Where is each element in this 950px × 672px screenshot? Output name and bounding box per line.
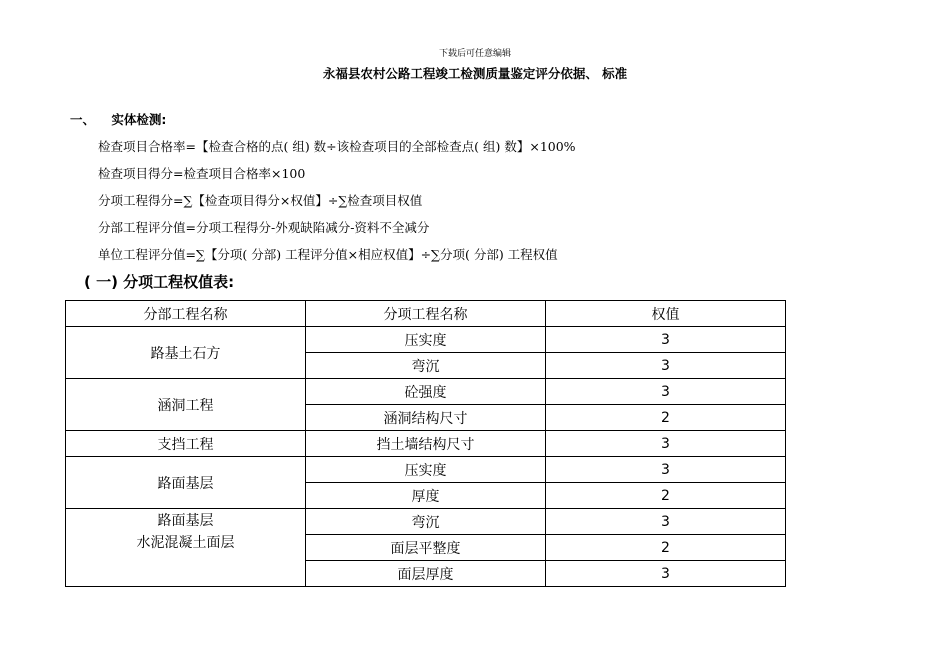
table-row (66, 509, 786, 535)
section-label: 实体检测: (111, 112, 167, 127)
weight-cell: 2 (546, 535, 786, 561)
item-cell: 厚度 (306, 483, 546, 509)
item-cell: 面层厚度 (306, 561, 546, 587)
table-header-row (66, 301, 786, 327)
weights-table (65, 300, 786, 587)
weight-cell: 3 (546, 327, 786, 353)
formula-subitem-score: 分项工程得分=∑【检查项目得分×权值】÷∑检查项目权值 (98, 193, 423, 208)
item-cell: 砼强度 (306, 379, 546, 405)
weight-cell: 2 (546, 405, 786, 431)
weight-cell: 3 (546, 353, 786, 379)
item-cell: 弯沉 (306, 509, 546, 535)
weight-cell: 2 (546, 483, 786, 509)
item-cell: 涵洞结构尺寸 (306, 405, 546, 431)
weight-cell: 3 (546, 561, 786, 587)
section-heading (70, 110, 166, 128)
table-row (66, 431, 786, 457)
weight-cell: 3 (546, 379, 786, 405)
header-note: 下载后可任意编辑 (438, 49, 511, 59)
column-header: 权值 (546, 301, 786, 327)
column-header: 分项工程名称 (306, 301, 546, 327)
formula-item-score: 检查项目得分=检查项目合格率×100 (98, 166, 306, 181)
table-row (66, 327, 786, 353)
item-cell: 挡土墙结构尺寸 (306, 431, 546, 457)
column-header: 分部工程名称 (66, 301, 306, 327)
formula-pass-rate: 检查项目合格率=【检查合格的点( 组) 数÷该检查项目的全部检查点( 组) 数】×100% (98, 139, 576, 154)
item-cell: 面层平整度 (306, 535, 546, 561)
division-line: 路面基层 (157, 513, 214, 529)
formula-unit-score: 单位工程评分值=∑【分项( 分部) 工程评分值×相应权值】÷∑分项( 分部) 工程权值 (98, 247, 558, 262)
item-cell: 压实度 (306, 457, 546, 483)
division-cell: 支挡工程 (66, 431, 306, 457)
item-cell: 压实度 (306, 327, 546, 353)
division-cell: 涵洞工程 (66, 379, 306, 431)
item-cell: 弯沉 (306, 353, 546, 379)
division-line: 水泥混凝土面层 (136, 535, 235, 551)
weight-cell: 3 (546, 431, 786, 457)
document-title: 永福县农村公路工程竣工检测质量鉴定评分依据、 标准 (322, 66, 628, 81)
table-row (66, 379, 786, 405)
weight-cell: 3 (546, 457, 786, 483)
division-cell: 路基土石方 (66, 327, 306, 379)
table-row (66, 457, 786, 483)
formula-division-score: 分部工程评分值=分项工程得分-外观缺陷减分-资料不全减分 (98, 220, 430, 235)
division-cell (66, 509, 306, 587)
division-cell: 路面基层 (66, 457, 306, 509)
weight-cell: 3 (546, 509, 786, 535)
subsection-heading: ( 一) 分项工程权值表: (84, 273, 235, 291)
section-number: 一、 (70, 112, 96, 127)
